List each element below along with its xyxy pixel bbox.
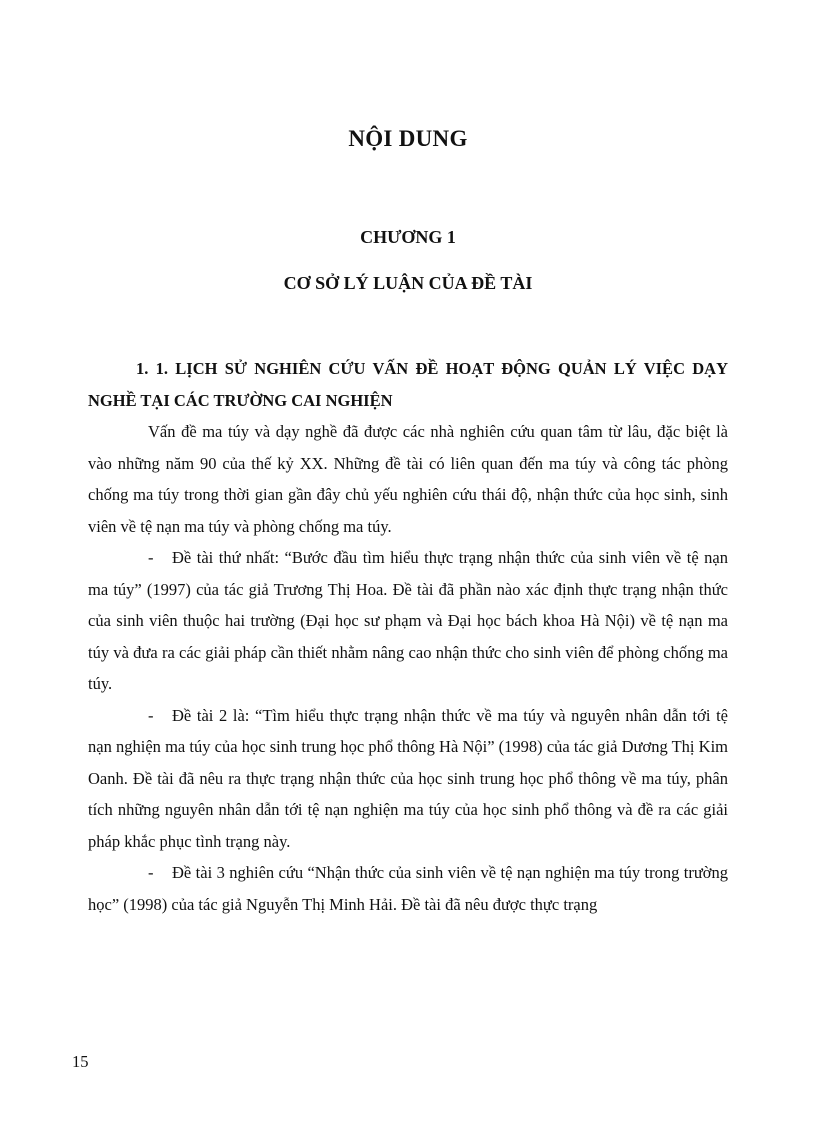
body-content: [88, 353, 728, 920]
bullet-item-2: [88, 700, 728, 858]
bullet-text: Đề tài thứ nhất: “Bước đầu tìm hiểu thực trạng nhận thức của sinh viên về tệ nạn ma túy” (1997) của tác giả Trương Thị Hoa. Đề tài đã phần nào xác định thực trạng nhận thức của sinh viên thuộc hai trường (Đại học sư phạm và Đại học bách khoa Hà Nội) về tệ nạn ma túy và đưa ra các giải pháp cần thiết nhằm nâng cao nhận thức cho sinh viên để phòng chống ma túy.: [88, 548, 728, 693]
bullet-text: Đề tài 3 nghiên cứu “Nhận thức của sinh viên về tệ nạn nghiện ma túy trong trường học” (1998) của tác giả Nguyễn Thị Minh Hải. Đề tài đã nêu được thực trạng: [88, 863, 728, 914]
bullet-dash: -: [148, 863, 154, 882]
bullet-text: Đề tài 2 là: “Tìm hiểu thực trạng nhận thức về ma túy và nguyên nhân dẫn tới tệ nạn nghiện ma túy của học sinh trung học phổ thông Hà Nội” (1998) của tác giả Dương Thị Kim Oanh. Đề tài đã nêu ra thực trạng nhận thức của học sinh trung học phổ thông về ma túy, phân tích những nguyên nhân dẫn tới tệ nạn nghiện ma túy của học sinh phổ thông và đề ra các giải pháp khắc phục tình trạng này.: [88, 705, 728, 851]
chapter-number: CHƯƠNG 1: [360, 227, 456, 247]
bullet-dash: -: [148, 548, 154, 567]
bullet-item-1: [88, 542, 728, 700]
bullet-item-3: [88, 857, 728, 920]
section-heading: 1. 1. LỊCH SỬ NGHIÊN CỨU VẤN ĐỀ HOẠT ĐỘNG QUẢN LÝ VIỆC DẠY NGHỀ TẠI CÁC TRƯỜNG CAI NGHIỆN: [88, 359, 728, 410]
bullet-dash: -: [148, 705, 154, 725]
chapter-title: CƠ SỞ LÝ LUẬN CỦA ĐỀ TÀI: [283, 273, 533, 293]
page-number: 15: [72, 1052, 89, 1071]
intro-paragraph: Vấn đề ma túy và dạy nghề đã được các nhà nghiên cứu quan tâm từ lâu, đặc biệt là vào những năm 90 của thế kỷ XX. Những đề tài có liên quan đến ma túy và công tác phòng chống ma túy trong thời gian gần đây chủ yếu nghiên cứu thái độ, nhận thức của học sinh, sinh viên về tệ nạn ma túy và phòng chống ma túy.: [88, 422, 728, 536]
main-title: NỘI DUNG: [348, 126, 468, 151]
